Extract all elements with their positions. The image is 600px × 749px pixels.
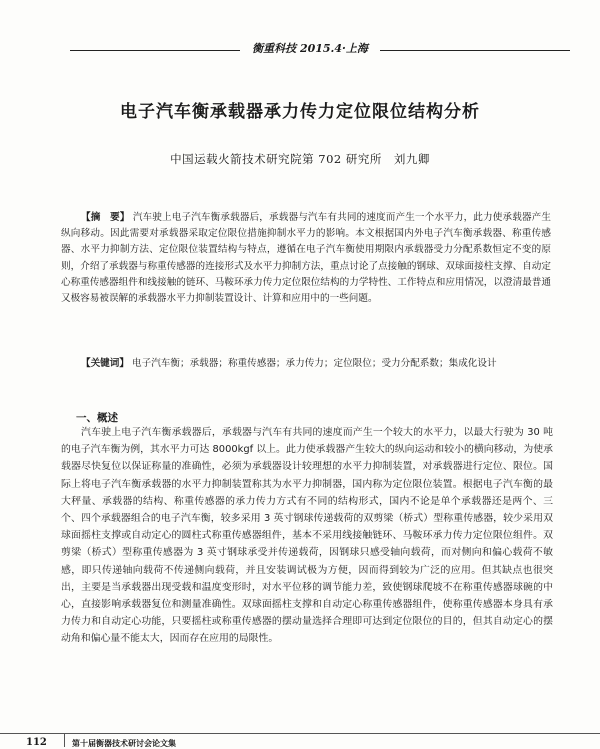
abstract [61, 210, 551, 307]
footer-caption: 第十届衡器技术研讨会论文集 [72, 738, 176, 748]
running-header: 衡重科技 2015.4·上海 [240, 40, 380, 56]
paper-title: 电子汽车衡承载器承力传力定位限位结构分析 [120, 102, 480, 122]
page-number: 112 [26, 737, 47, 748]
header-rule-right [374, 50, 570, 51]
keywords-text: 电子汽车衡；承载器；称重传感器；承力传力；定位限位；受力分配系数；集成化设计 [132, 358, 497, 369]
journal-issue: 2015.4 [299, 42, 343, 55]
abstract-text: 汽车驶上电子汽车衡承载器后，承载器与汽车有共同的速度而产生一个水平力，此力使承载器产生纵向移动。因此需要对承载器采取定位限位措施抑制水平力的影响。本文根据国内外电子汽车衡承载器、称重传感器、水平力抑制方法、定位限位装置结构与特点，遵循在电子汽车衡使用期限内承载器受力分配系数恒定不变的原则，介绍了承载器与称重传感器的连接形式及水平力抑制方法，重点讨论了点接触的钢球、双球面接柱支撑、自动定心称重传感器组件和线接触的链环、马鞍环承力传力定位限位结构的力学特性、工作特点和应用情况，以澄清最普通又极容易被误解的承载器水平力抑制装置设计、计算和应用中的一些问题。 [61, 212, 551, 305]
author-line: 中国运载火箭技术研究院第 702 研究所 刘九卿 [170, 152, 430, 166]
section-body: 汽车驶上电子汽车衡承载器后，承载器与汽车有共同的速度而产生一个较大的水平力，以最大行驶为 30 吨的电子汽车衡为例，其水平力可达 8000kgf 以上。此力使承载器产生较大的纵向运动和较小的横向移动，为使承载器尽快复位以保证称量的准确性，必须为承载器设计较理想的水平力抑制装置，对承载器进行定位、限位。国际上将电子汽车衡承载器的水平力抑制装置称其为水平力抑制器，国内称为定位限位装置。根据电子汽车衡的最大秤量、承载器的结构、称重传感器的承力传力方式有不同的结构形式，国内不论是单个承载器还是两个、三个、四个承载器组合的电子汽车衡，较多采用 3 英寸钢球传递载荷的双剪梁（桥式）型称重传感器，较少采用双球面摇柱支撑或自动定心的圆柱式称重传感器组件，基本不采用线接触链环、马鞍环承力传力定位限位组件。双剪梁（桥式）型称重传感器为 3 英寸钢球承受并传递载荷，因钢球只感受轴向载荷，而对侧向和偏心载荷不敏感，即只传递轴向载荷不传递侧向载荷，并且安装调试极为方便，因而得到较为广泛的应用。但其缺点也很突出，主要是当承载器出现受载和温度变形时，对水平位移的调节能力差，致使钢球爬坡不在称重传感器球碗的中心，直接影响承载器复位和测量准确性。双球面摇柱支撑和自动定心称重传感器组件，使称重传感器本身具有承力传力和自动定心功能，只要摇柱或称重传感器的摆动量选择合理即可达到定位限位的目的，但其自动定心的摆动角和偏心量不能太大，因而存在应用的局限性。 [61, 427, 553, 645]
keywords [61, 356, 551, 372]
footer-rule [0, 733, 600, 734]
footer-divider [64, 733, 65, 747]
journal-name: 衡重科技 [252, 42, 297, 55]
keywords-label: 【关键词】 [81, 358, 129, 369]
journal-place: 上海 [345, 42, 368, 55]
abstract-label: 【摘 要】 [81, 212, 130, 223]
section-heading: 一、概述 [76, 412, 118, 424]
